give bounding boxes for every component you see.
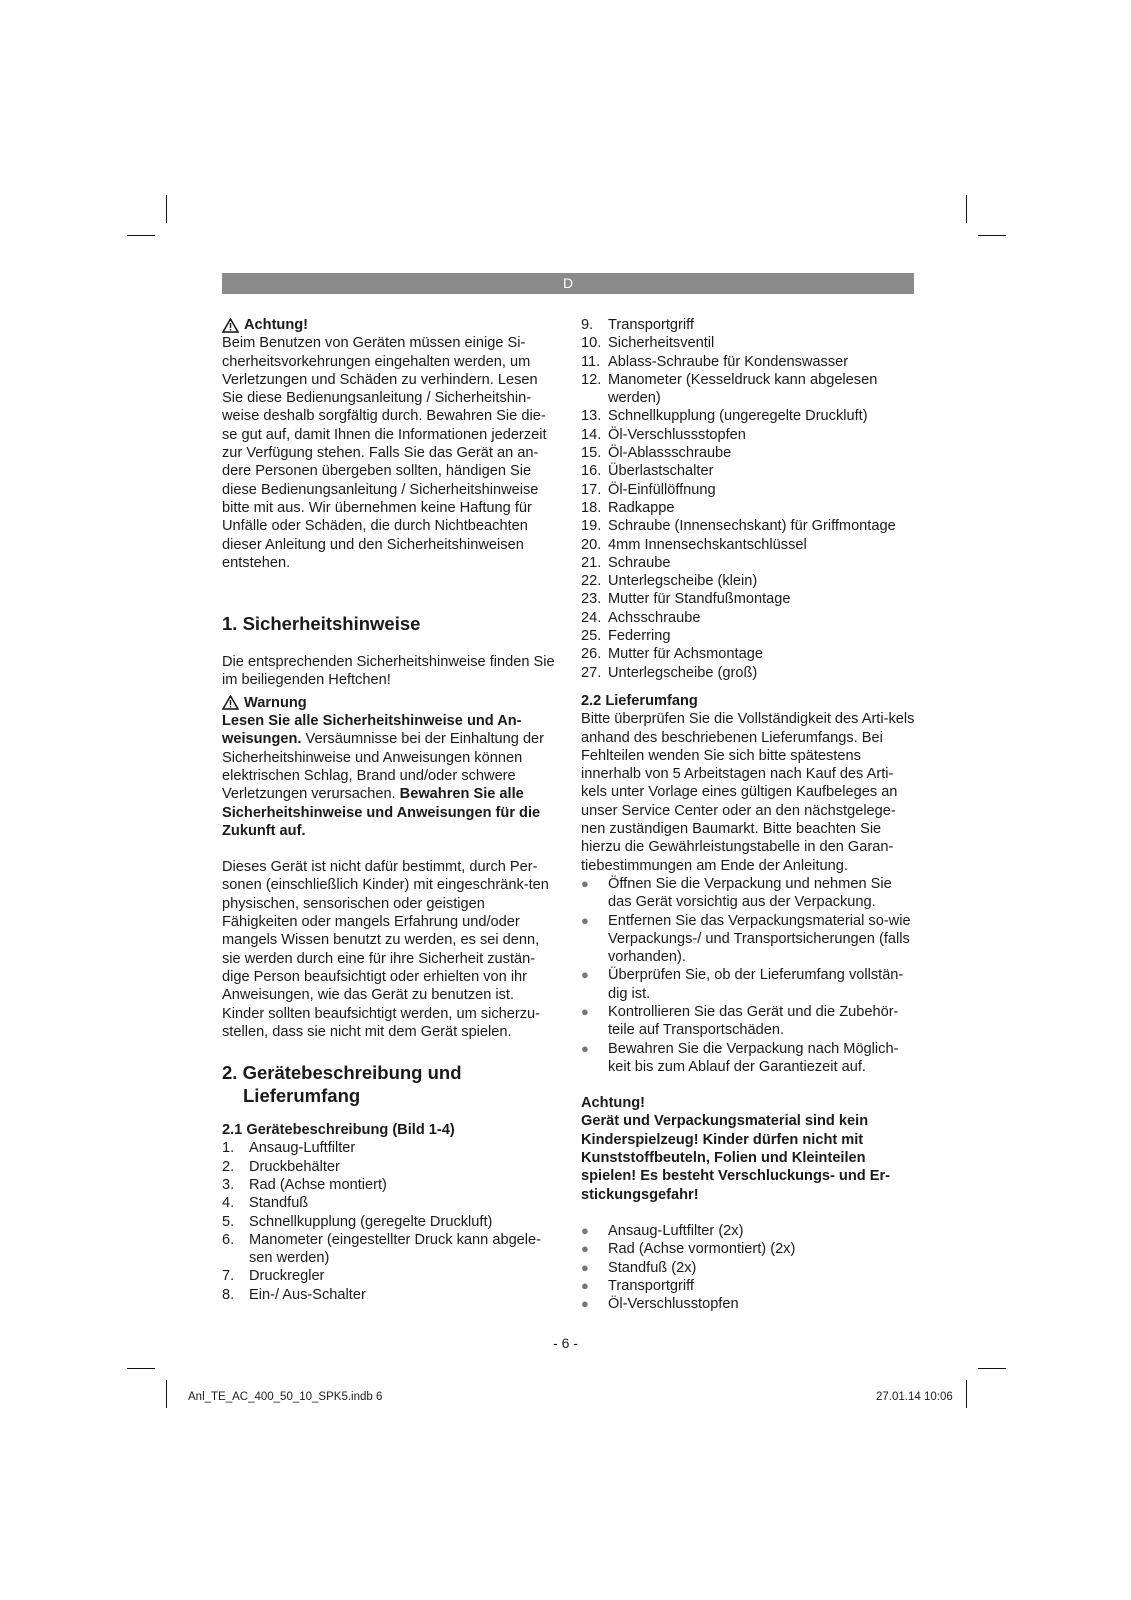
bullet-icon: ● bbox=[581, 967, 589, 983]
list-item: 22. Unterlegscheibe (klein) bbox=[581, 573, 758, 590]
list-item: 6. Manometer (eingestellter Druck kann abgele-sen werden) bbox=[222, 1231, 542, 1267]
subsection-2-1-title: 2.1 Gerätebeschreibung (Bild 1-4) bbox=[222, 1122, 455, 1139]
crop-mark bbox=[127, 1368, 155, 1369]
list-item: ● Überprüfen Sie, ob der Lieferumfang vollstän-dig ist. bbox=[581, 967, 904, 1002]
list-item: 8. Ein-/ Aus-Schalter bbox=[222, 1286, 366, 1303]
caution-heading bbox=[222, 316, 558, 334]
list-item: ● Ansaug-Luftfilter (2x) bbox=[581, 1222, 744, 1239]
crop-mark bbox=[166, 195, 167, 223]
bullet-icon: ● bbox=[581, 1003, 589, 1019]
scope-of-delivery-list bbox=[581, 1222, 917, 1313]
list-item: ● Rad (Achse vormontiert) (2x) bbox=[581, 1241, 796, 1258]
crop-mark bbox=[978, 235, 1006, 236]
caution-text: Beim Benutzen von Geräten müssen einige Si-cherheitsvorkehrungen eingehalten werden, um Verletzungen und Schäden zu verhindern. Lesen Sie diese Bedienungsanleitung / Sicherheitshin-weise deshalb sorgfältig durch. Bewahren Sie die-se gut auf, damit Ihnen die Informationen jederzeit zur Verfügung stehen. Falls Sie das Gerät an an-dere Personen übergeben sollten, händigen Sie diese Bedienungsanleitung / Sicherheitshinweise bitte mit aus. Wir übernehmen keine Haftung für Unfälle oder Schäden, die durch Nichtbeachten dieser Anleitung und den Sicherheitshinweisen entstehen. bbox=[222, 335, 547, 571]
bullet-icon: ● bbox=[581, 875, 589, 891]
parts-list-left bbox=[222, 1139, 558, 1304]
list-item: 11. Ablass-Schraube für Kondenswasser bbox=[581, 353, 849, 370]
bullet-icon: ● bbox=[581, 1296, 589, 1312]
subsection-2-2-title: 2.2 Lieferumfang bbox=[581, 692, 698, 709]
warning-title: Warnung bbox=[244, 694, 307, 711]
bullet-icon: ● bbox=[581, 1241, 589, 1257]
warning-bold-1: Lesen Sie alle Sicherheitshinweise und An-weisungen. bbox=[222, 713, 522, 748]
bullet-icon: ● bbox=[581, 912, 589, 928]
page-number: - 6 - bbox=[553, 1335, 578, 1351]
list-item: 1. Ansaug-Luftfilter bbox=[222, 1140, 356, 1157]
list-item: 18. Radkappe bbox=[581, 499, 675, 516]
list-item: 12. Manometer (Kesseldruck kann abgelesen werden) bbox=[581, 371, 878, 407]
list-item: 2. Druckbehälter bbox=[222, 1158, 340, 1175]
warning-bold-2: Bewahren Sie alle Sicherheitshinweise und Anweisungen für die Zukunft auf. bbox=[222, 786, 541, 839]
list-item: 3. Rad (Achse montiert) bbox=[222, 1176, 387, 1193]
warning-paragraph bbox=[222, 712, 558, 840]
section-1-title: 1. Sicherheitshinweise bbox=[222, 613, 421, 635]
section-2-title-line1: 2. Gerätebeschreibung und bbox=[222, 1062, 462, 1084]
warning-triangle-icon bbox=[222, 695, 239, 710]
crop-mark bbox=[966, 195, 967, 223]
bullet-icon: ● bbox=[581, 1040, 589, 1056]
section-2-title bbox=[222, 1061, 558, 1107]
caution-2-text: Gerät und Verpackungsmaterial sind kein Kinderspielzeug! Kinder dürfen nicht mit Kunststoffbeuteln, Folien und Kleinteilen spielen! Es besteht Verschluckungs- und Er-stickungsgefahr! bbox=[581, 1113, 890, 1203]
crop-mark bbox=[127, 235, 155, 236]
list-item: 13. Schnellkupplung (ungeregelte Druckluft) bbox=[581, 408, 868, 425]
list-item: ● Standfuß (2x) bbox=[581, 1259, 697, 1276]
section-1-text: Die entsprechenden Sicherheitshinweise finden Sie im beiliegenden Heftchen! bbox=[222, 654, 555, 689]
list-item: ● Entfernen Sie das Verpackungsmaterial so-wie Verpackungs-/ und Transportsicherungen (falls vorhanden). bbox=[581, 912, 911, 966]
list-item: 14. Öl-Verschlussstopfen bbox=[581, 426, 746, 443]
list-item: 7. Druckregler bbox=[222, 1268, 325, 1285]
list-item: 25. Federring bbox=[581, 628, 671, 645]
list-item: 21. Schraube bbox=[581, 554, 671, 571]
caution-title: Achtung! bbox=[244, 317, 309, 333]
bullet-icon: ● bbox=[581, 1222, 589, 1238]
list-item: ● Öffnen Sie die Verpackung und nehmen Sie das Gerät vorsichtig aus der Verpackung. bbox=[581, 875, 892, 911]
subsection-2-2-text: Bitte überprüfen Sie die Vollständigkeit des Arti-kels anhand des beschriebenen Lieferumfangs. Bei Fehlteilen wenden Sie sich bitte spätestens innerhalb von 5 Arbeitstagen nach Kauf des Arti-kels unter Vorlage eines gültigen Kaufbeleges an unser Service Center oder an den nächstgelege-nen zuständigen Baumarkt. Bitte beachten Sie hierzu die Gewährleistungstabelle in den Garan-tiebestimmungen am Ende der Anleitung. bbox=[581, 711, 915, 874]
language-header: D bbox=[222, 273, 914, 294]
list-item: 17. Öl-Einfüllöffnung bbox=[581, 481, 716, 498]
crop-mark bbox=[978, 1368, 1006, 1369]
crop-mark bbox=[166, 1380, 167, 1408]
section-2-title-line2: Lieferumfang bbox=[243, 1085, 361, 1107]
list-item: 5. Schnellkupplung (geregelte Druckluft) bbox=[222, 1213, 493, 1230]
children-notice: Dieses Gerät ist nicht dafür bestimmt, durch Per-sonen (einschließlich Kinder) mit eingeschränk-ten physischen, sensorischen oder geistigen Fähigkeiten oder mangels Erfahrung und/oder mangels Wissen benutzt zu werden, es sei denn, sie werden durch eine für ihre Sicherheit zustän-dige Person beaufsichtigt oder erhielten von ihr Anweisungen, wie das Gerät zu benutzen ist. Kinder sollten beaufsichtigt werden, um sicherzu-stellen, dass sie nicht mit dem Gerät spielen. bbox=[222, 859, 549, 1040]
list-item: ● Transportgriff bbox=[581, 1277, 694, 1294]
left-column bbox=[222, 316, 558, 1304]
list-item: ● Öl-Verschlusstopfen bbox=[581, 1296, 739, 1313]
footer-filename: Anl_TE_AC_400_50_10_SPK5.indb 6 bbox=[188, 1391, 383, 1403]
list-item: 24. Achsschraube bbox=[581, 609, 701, 626]
crop-mark bbox=[966, 1380, 967, 1408]
warning-text: Versäumnisse bei der Einhaltung der Sicherheitshinweise und Anweisungen können elektrischen Schlag, Brand und/oder schwere Verletzungen verursachen. bbox=[222, 731, 545, 803]
list-item: 16. Überlastschalter bbox=[581, 463, 714, 480]
unpacking-steps bbox=[581, 875, 917, 1076]
list-item: 4. Standfuß bbox=[222, 1195, 309, 1212]
list-item: 23. Mutter für Standfußmontage bbox=[581, 591, 791, 608]
list-item: 10. Sicherheitsventil bbox=[581, 335, 715, 352]
footer-datetime: 27.01.14 10:06 bbox=[876, 1391, 953, 1403]
parts-list-right bbox=[581, 316, 917, 682]
warning-heading bbox=[222, 694, 558, 712]
caution-2-title: Achtung! bbox=[581, 1095, 646, 1112]
bullet-icon: ● bbox=[581, 1259, 589, 1275]
list-item: ● Kontrollieren Sie das Gerät und die Zubehör-teile auf Transportschäden. bbox=[581, 1003, 899, 1039]
bullet-icon: ● bbox=[581, 1277, 589, 1293]
list-item: 27. Unterlegscheibe (groß) bbox=[581, 664, 758, 681]
list-item: 20. 4mm Innensechskantschlüssel bbox=[581, 536, 807, 553]
warning-triangle-icon bbox=[222, 318, 239, 333]
list-item: 19. Schraube (Innensechskant) für Griffmontage bbox=[581, 518, 896, 535]
list-item: 26. Mutter für Achsmontage bbox=[581, 646, 763, 663]
right-column bbox=[581, 316, 917, 1313]
list-item: 9. Transportgriff bbox=[581, 317, 694, 333]
list-item: ● Bewahren Sie die Verpackung nach Möglich-keit bis zum Ablauf der Garantiezeit auf. bbox=[581, 1040, 899, 1075]
list-item: 15. Öl-Ablassschraube bbox=[581, 445, 732, 462]
